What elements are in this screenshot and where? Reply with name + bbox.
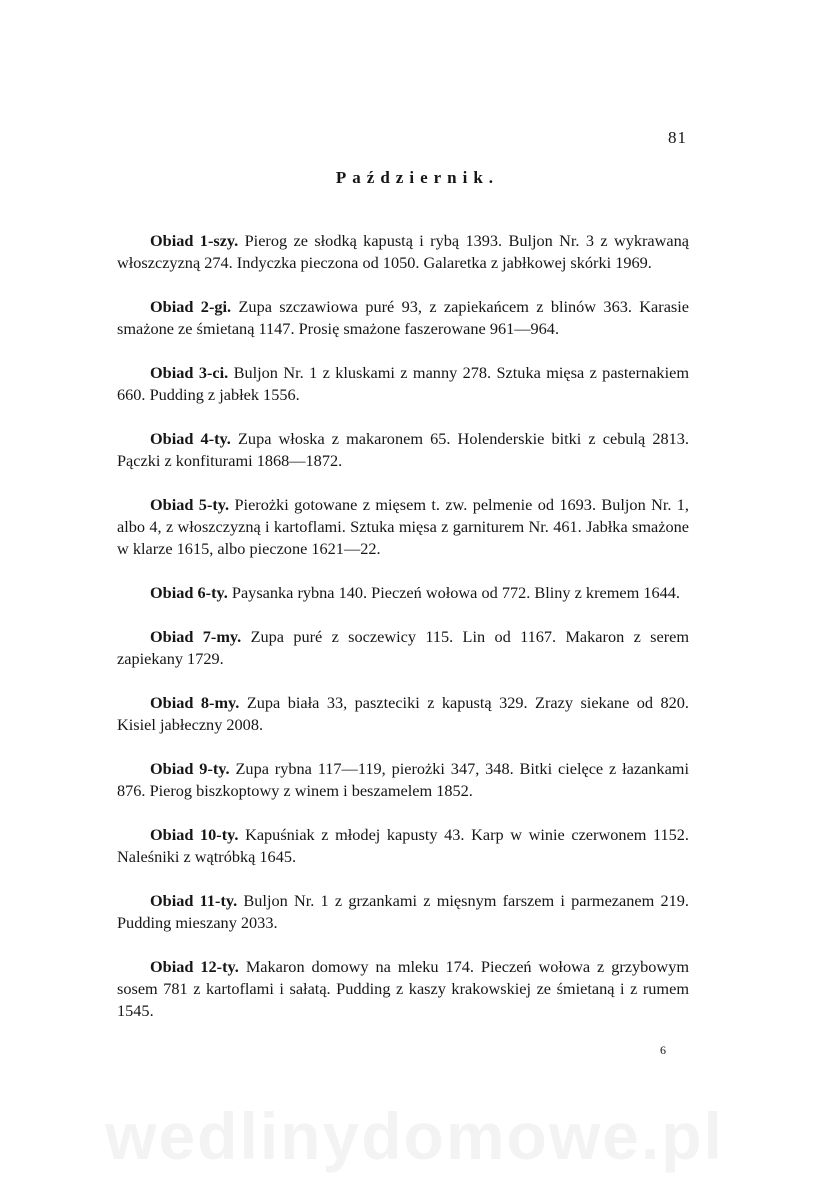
menu-text: Zupa szczawiowa puré 93, z zapiekańcem z blinów 363. Karasie smażone ze śmietaną 1147. Prosię smażone faszerowane 961—964. bbox=[117, 297, 690, 338]
page-title: Październik. bbox=[335, 168, 500, 187]
menu-text: Kapuśniak z młodej kapusty 43. Karp w winie czerwonem 1152. Naleśniki z wątróbką 1645. bbox=[117, 825, 689, 866]
menu-entry-9 bbox=[117, 758, 689, 802]
menu-entry-8 bbox=[117, 692, 689, 736]
menu-label: Obiad 9-ty. bbox=[150, 759, 230, 778]
menu-label: Obiad 8-my. bbox=[150, 693, 240, 712]
menu-label: Obiad 3-ci. bbox=[150, 363, 229, 382]
menu-text: Zupa biała 33, paszteciki z kapustą 329. Zrazy siekane od 820. Kisiel jabłeczny 2008. bbox=[117, 693, 689, 734]
menu-label: Obiad 10-ty. bbox=[150, 825, 239, 844]
menu-entry-4 bbox=[117, 428, 689, 472]
menu-text: Zupa włoska z makaronem 65. Holenderskie bitki z cebulą 2813. Pączki z konfiturami 1868—1872. bbox=[117, 429, 690, 470]
menu-label: Obiad 12-ty. bbox=[150, 957, 239, 976]
menu-entry-10 bbox=[117, 824, 689, 868]
menu-text: Buljon Nr. 1 z kluskami z manny 278. Sztuka mięsa z pasternakiem 660. Pudding z jabłek 1556. bbox=[117, 363, 689, 404]
menu-entry-5 bbox=[117, 494, 689, 560]
menu-label: Obiad 5-ty. bbox=[150, 495, 230, 514]
menu-text: Zupa rybna 117—119, pierożki 347, 348. Bitki cielęce z łazankami 876. Pierog biszkoptowy z winem i beszamelem 1852. bbox=[117, 759, 689, 800]
menu-entry-1 bbox=[117, 230, 689, 274]
menu-text: Pierożki gotowane z mięsem t. zw. pelmenie od 1693. Buljon Nr. 1, albo 4, z włoszczyzną i kartoflami. Sztuka mięsa z garniturem Nr. 461. Jabłka smażone w klarze 1615, albo pieczone 1621—22. bbox=[117, 495, 689, 558]
menu-label: Obiad 7-my. bbox=[150, 627, 242, 646]
signature-mark: 6 bbox=[660, 1043, 666, 1057]
menu-entry-7 bbox=[117, 626, 689, 670]
menu-entry-3 bbox=[117, 362, 689, 406]
menu-text: Paysanka rybna 140. Pieczeń wołowa od 772. Bliny z kremem 1644. bbox=[231, 583, 680, 602]
menu-list bbox=[117, 230, 689, 1044]
menu-entry-2 bbox=[117, 296, 689, 340]
menu-text: Buljon Nr. 1 z grzankami z mięsnym farszem i parmezanem 219. Pudding mieszany 2033. bbox=[117, 891, 689, 932]
menu-label: Obiad 11-ty. bbox=[150, 891, 238, 910]
menu-entry-11 bbox=[117, 890, 689, 934]
menu-label: Obiad 2-gi. bbox=[150, 297, 232, 316]
watermark: wedlinydomowe.pl bbox=[105, 1099, 724, 1173]
menu-entry-6 bbox=[117, 582, 689, 604]
menu-label: Obiad 4-ty. bbox=[150, 429, 231, 448]
menu-label: Obiad 6-ty. bbox=[150, 583, 228, 602]
menu-entry-12 bbox=[117, 956, 689, 1022]
menu-text: Zupa puré z soczewicy 115. Lin od 1167. Makaron z serem zapiekany 1729. bbox=[117, 627, 690, 668]
menu-label: Obiad 1-szy. bbox=[150, 231, 239, 250]
menu-text: Pierog ze słodką kapustą i rybą 1393. Buljon Nr. 3 z wykrawaną włoszczyzną 274. Indyczka pieczona od 1050. Galaretka z jabłkowej skórki 1969. bbox=[117, 231, 689, 272]
page-number: 81 bbox=[668, 128, 687, 147]
menu-text: Makaron domowy na mleku 174. Pieczeń wołowa z grzybowym sosem 781 z kartoflami i sałatą. Pudding z kaszy krakowskiej ze śmietaną i z rumem 1545. bbox=[117, 957, 689, 1020]
